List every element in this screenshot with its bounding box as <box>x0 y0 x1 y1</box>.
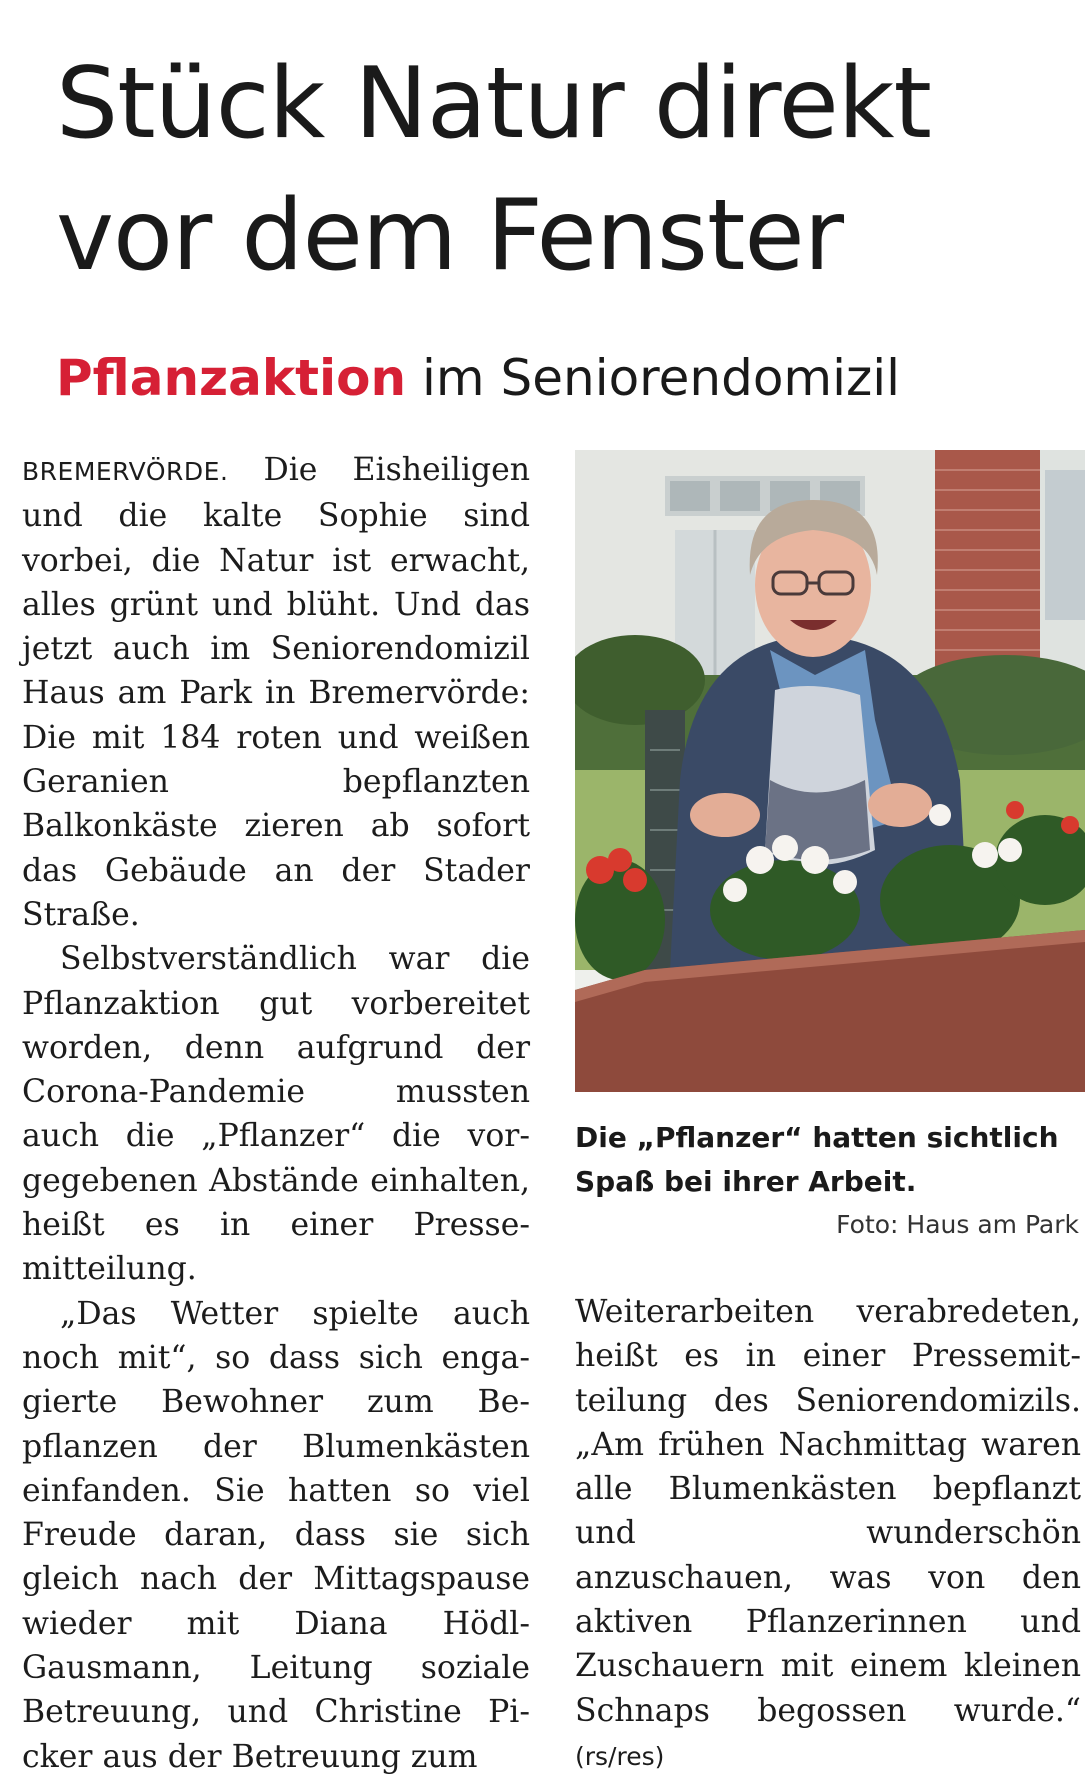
article-paragraph-2: Selbstverständlich war die Pflanzaktion gut vorbereitet worden, denn aufgrund der Corona-Pandemie mussten auch die „Pflanzer“ die vorgegebenen Abstände einhalten, heißt es in einer Pressemitteilung. <box>22 941 530 1288</box>
author-credit: (rs/res) <box>575 1741 665 1771</box>
subheadline-text: im Seniorendomizil <box>406 349 901 407</box>
continuation-text: Weiterarbeiten verabredeten, heißt es in einer Pressemitteilung des Seniorendomizils. „Am frühen Nachmittag waren alle Blumenkästen bepflanzt und wunderschön anzuschauen, was von den aktiven Pflanzerinnen und Zuschauern mit einem kleinen Schnaps begossen wurde.“ <box>575 1294 1081 1729</box>
headline-line-1: Stück Natur direkt <box>56 47 931 161</box>
subheadline <box>56 346 900 410</box>
photo-credit: Foto: Haus am Park <box>836 1210 1079 1239</box>
article-column-right <box>575 1290 1081 1779</box>
article-paragraph-1 <box>22 448 530 937</box>
article-column-left <box>22 448 530 1779</box>
article-paragraph-3: „Das Wetter spielte auch noch mit“, so dass sich engagierte Bewohner zum Bepflanzen der Blumenkästen einfanden. Sie hatten so viel Freude daran, dass sie sich gleich nach der Mittagspause wieder mit Diana Hödl-Gausmann, Leitung soziale Betreuung, und Christine Picker aus der Betreuung zum <box>22 1295 530 1775</box>
headline <box>56 38 1076 302</box>
subheadline-kicker: Pflanzaktion <box>56 349 407 407</box>
dateline: BREMERVÖRDE. <box>22 457 229 486</box>
article-paragraph-continuation <box>575 1290 1081 1779</box>
photo-caption: Die „Pflanzer“ hatten sichtlich Spaß bei ihrer Arbeit. <box>575 1121 1059 1198</box>
paragraph-1-text: Die Eisheiligen und die kalte Sophie sind vorbei, die Natur ist erwacht, alles grünt und blüht. Und das jetzt auch im Seniorendomizil Haus am Park in Bremervörde: Die mit 184 roten und weißen Geranien bepflanzten Balkonkäste zieren ab sofort das Gebäude an der Stader Straße. <box>22 452 530 933</box>
headline-line-2: vor dem Fenster <box>56 179 843 293</box>
article-photo <box>575 450 1085 1092</box>
